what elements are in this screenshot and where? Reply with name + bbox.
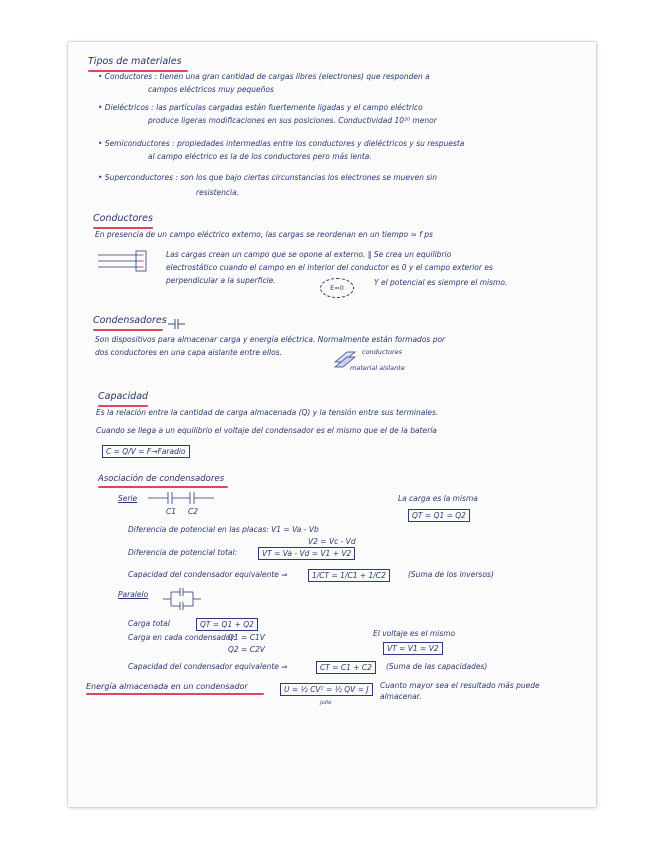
serie-note-box: QT = Q1 = Q2 bbox=[408, 509, 470, 522]
vt-box: VT = Va - Vd = V1 + V2 bbox=[258, 547, 355, 560]
ceq-box-paralelo: CT = C1 + C2 bbox=[316, 661, 376, 674]
tipos-line: al campo eléctrico es la de los conductores pero más lenta. bbox=[148, 152, 372, 161]
ceq-note-paralelo: (Suma de las capacidades) bbox=[386, 662, 488, 671]
q2-value: Q2 = C2V bbox=[228, 645, 265, 654]
heading-underline bbox=[98, 486, 228, 488]
energia-note: Cuanto mayor sea el resultado más puede bbox=[380, 681, 540, 690]
condensadores-line: dos conductores en una capa aislante entre ellos. bbox=[95, 348, 282, 357]
energia-formula: U = ½ CV² = ½ QV = J bbox=[280, 683, 373, 696]
paralelo-note: El voltaje es el mismo bbox=[373, 629, 456, 638]
paralelo-bullet: Carga total bbox=[128, 619, 170, 628]
capacidad-line: Cuando se llega a un equilibrio el voltaje del condensador es el mismo que el de la batería bbox=[96, 426, 437, 435]
heading-underline bbox=[98, 405, 148, 407]
ceq-note-serie: (Suma de los inversos) bbox=[408, 570, 494, 579]
parallel-circuit-figure bbox=[163, 588, 203, 610]
energia-sub: julio bbox=[320, 700, 332, 706]
serie-label: Serie bbox=[118, 494, 138, 503]
tipos-line: resistencia. bbox=[196, 188, 240, 197]
heading-underline bbox=[93, 329, 163, 331]
paralelo-label: Paralelo bbox=[118, 590, 149, 599]
heading-energia: Energía almacenada en un condensador bbox=[86, 682, 248, 691]
capacidad-line: Es la relación entre la cantidad de carga almacenada (Q) y la tensión entre sus terminales. bbox=[96, 408, 439, 417]
serie-bullet: V2 = Vc - Vd bbox=[308, 537, 356, 546]
conductores-line: En presencia de un campo eléctrico externo, las cargas se reordenan en un tiempo ≈ f ps bbox=[95, 230, 433, 239]
paralelo-bullet: Capacidad del condensador equivalente ⇒ bbox=[128, 662, 288, 671]
heading-underline bbox=[86, 693, 264, 695]
conductor-circle bbox=[320, 278, 354, 298]
notebook-page bbox=[68, 42, 596, 807]
capacitor-symbol-icon bbox=[168, 318, 186, 330]
tipos-line: • Semiconductores : propiedades intermedias entre los conductores y dieléctricos y su respuesta bbox=[98, 139, 465, 148]
heading-capacidad: Capacidad bbox=[98, 391, 149, 402]
serie-bullet: Diferencia de potencial total: bbox=[128, 548, 238, 557]
heading-asociacion: Asociación de condensadores bbox=[98, 474, 224, 484]
ceq-box-serie: 1/CT = 1/C1 + 1/C2 bbox=[308, 569, 390, 582]
v-box: VT = V1 = V2 bbox=[383, 642, 443, 655]
capacidad-formula: C = Q/V = F→Faradio bbox=[102, 445, 190, 458]
conductores-line: perpendicular a la superficie. bbox=[166, 276, 276, 285]
energia-note: almacenar. bbox=[380, 692, 422, 701]
tipos-line: • Dieléctricos : las partículas cargadas están fuertemente ligadas y el campo eléctrico bbox=[98, 103, 423, 112]
tipos-line: • Conductores : tienen una gran cantidad de cargas libres (electrones) que responden a bbox=[98, 72, 430, 81]
q1-value: Q1 = C1V bbox=[228, 633, 265, 642]
condensadores-line: Son dispositivos para almacenar carga y energía eléctrica. Normalmente están formados por bbox=[95, 335, 446, 344]
conductores-line: electrostático cuando el campo en el interior del conductor es 0 y el campo exterior es bbox=[166, 263, 493, 272]
series-circuit-figure bbox=[148, 490, 214, 506]
serie-note: La carga es la misma bbox=[398, 494, 478, 503]
tipos-line: • Superconductores : son los que bajo ciertas circunstancias los electrones se mueven sin bbox=[98, 173, 437, 182]
conductor-field-figure bbox=[98, 250, 158, 274]
conductores-line: Y el potencial es siempre el mismo. bbox=[374, 278, 508, 287]
heading-condensadores: Condensadores bbox=[93, 315, 167, 326]
circle-label: E=0 bbox=[330, 284, 344, 292]
paralelo-bullet: Carga en cada condensador: bbox=[128, 633, 236, 642]
tipos-line: produce ligeras modificaciones en sus posiciones. Conductividad 10²⁰ menor bbox=[148, 116, 437, 125]
tipos-line: campos eléctricos muy pequeños bbox=[148, 85, 274, 94]
heading-underline bbox=[93, 227, 153, 229]
fig-label-aislante: material aislante bbox=[350, 364, 405, 372]
fig-label-conductores: conductores bbox=[362, 348, 403, 356]
serie-bullet: Diferencia de potencial en las placas: V1 = Va - Vb bbox=[128, 525, 319, 534]
q-box: QT = Q1 + Q2 bbox=[196, 618, 258, 631]
conductores-line: Las cargas crean un campo que se opone al externo. ‖ Se crea un equilibrio bbox=[166, 250, 452, 259]
heading-conductores: Conductores bbox=[93, 213, 153, 224]
cap-label: C1 bbox=[166, 507, 177, 516]
cap-label: C2 bbox=[188, 507, 199, 516]
serie-bullet: Capacidad del condensador equivalente ⇒ bbox=[128, 570, 288, 579]
heading-tipos: Tipos de materiales bbox=[88, 56, 182, 67]
